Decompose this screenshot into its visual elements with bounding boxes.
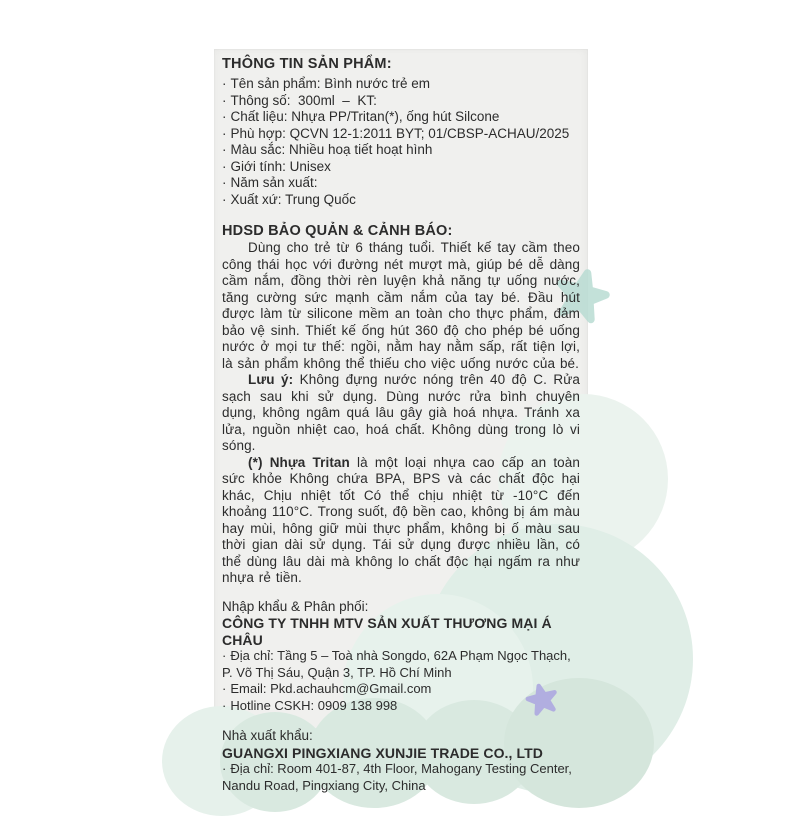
product-label-panel — [214, 49, 588, 793]
spec-item-text: Năm sản xuất: — [230, 175, 318, 190]
exporter-company-name: GUANGXI PINGXIANG XUNJIE TRADE CO., LTD — [222, 744, 543, 761]
spec-item — [222, 76, 580, 93]
bullet-dot: · — [222, 109, 227, 124]
address-line-text: Địa chỉ: Tầng 5 – Toà nhà Songdo, 62A Phạm Ngọc Thạch, — [230, 648, 571, 663]
spec-item — [222, 93, 580, 110]
product-info-heading: THÔNG TIN SẢN PHẨM: — [222, 56, 392, 72]
bullet-dot: · — [222, 681, 227, 696]
bullet-dot: · — [222, 142, 227, 157]
distributor-section — [222, 599, 580, 715]
paragraph-text: Không đựng nước nóng trên 40 độ C. Rửa sạch sau khi sử dụng. Dùng nước rửa bình chuyên dụng, không ngâm quá lâu gây già hoá nhựa. Tránh xa lửa, nguồn nhiệt cao, hoá chất. Không dùng trong lò vi sóng. — [222, 372, 581, 453]
exporter-heading: Nhà xuất khẩu: — [222, 728, 313, 743]
usage-paragraph — [222, 240, 580, 372]
paragraph-lead: (*) Nhựa Tritan — [248, 454, 350, 470]
address-line — [222, 665, 580, 682]
address-line — [222, 648, 580, 665]
address-line-text: P. Võ Thị Sáu, Quận 3, TP. Hồ Chí Minh — [222, 664, 452, 680]
address-line-text: Nandu Road, Pingxiang City, China — [222, 777, 426, 793]
paragraph-text: là một loại nhựa cao cấp an toàn sức khỏe Không chứa BPA, BPS và các chất độc hại khác, Chịu nhiệt tốt Có thể chịu nhiệt từ -10°C đến khoảng 110°C. Trong suốt, độ bền cao, không bị ám màu hay mùi, hông giữ mùi thực phẩm, không bị ố màu sau thời gian dài sử dụng. Tái sử dụng được nhiều lần, có thể dùng lâu dài mà không lo chất độc hại ngấm ra như nhựa rẻ tiền. — [222, 454, 580, 585]
usage-warning-heading: HDSD BẢO QUẢN & CẢNH BÁO: — [222, 223, 453, 239]
bullet-dot: · — [222, 76, 227, 91]
label-content — [214, 49, 588, 794]
usage-paragraph — [222, 372, 580, 455]
exporter-section — [222, 728, 580, 794]
paragraph-text: Dùng cho trẻ từ 6 tháng tuổi. Thiết kế tay cầm theo công thái học với đường nét mượt mà, giúp bé dễ dàng cầm nắm, đồng thời rèn luyện khả năng tự uống nước, tăng cường sức mạnh cầm nắm của tay bé. Đầu hút được làm từ silicone mềm an toàn cho thực phẩm, đảm bảo vệ sinh. Thiết kế ống hút 360 độ cho phép bé uống nước ở mọi tư thế: ngồi, nằm hay nằm sấp, rất tiện lợi, là sản phẩm không thể thiếu cho việc uống nước của bé. — [222, 240, 580, 371]
bullet-dot: · — [222, 92, 227, 108]
spec-item-text: Màu sắc: Nhiều hoạ tiết hoạt hình — [230, 142, 433, 157]
spec-item-text: Chất liệu: Nhựa PP/Tritan(*), ống hút Silcone — [230, 109, 500, 124]
spec-item-text: Giới tính: Unisex — [230, 158, 331, 174]
bullet-dot: · — [222, 191, 227, 207]
bullet-dot: · — [222, 158, 227, 174]
spec-item — [222, 159, 580, 176]
spec-item-text: Phù hợp: QCVN 12-1:2011 BYT; 01/CBSP-ACHAU/2025 — [230, 125, 570, 141]
distributor-heading: Nhập khẩu & Phân phối: — [222, 598, 369, 614]
paragraph-lead: Lưu ý: — [248, 372, 294, 387]
spec-item — [222, 126, 580, 143]
spec-item-text: Tên sản phẩm: Bình nước trẻ em — [230, 76, 430, 91]
address-line — [222, 761, 580, 778]
address-line — [222, 778, 580, 795]
spec-item-text: Thông số: 300ml – KT: — [230, 92, 377, 108]
bullet-dot: · — [222, 697, 227, 713]
bullet-dot: · — [222, 175, 227, 190]
spec-item — [222, 192, 580, 209]
usage-paragraph — [222, 455, 580, 587]
hotline-line — [222, 698, 580, 715]
spec-item-text: Xuất xứ: Trung Quốc — [230, 191, 356, 207]
distributor-company-name: CÔNG TY TNHH MTV SẢN XUẤT THƯƠNG MẠI Á CHÂU — [222, 615, 552, 648]
bullet-dot: · — [222, 648, 227, 663]
usage-warning-section — [222, 223, 580, 587]
bullet-dot: · — [222, 761, 227, 776]
address-line-text: Địa chỉ: Room 401-87, 4th Floor, Mahogany Testing Center, — [230, 761, 572, 776]
hotline-line-text: Hotline CSKH: 0909 138 998 — [230, 697, 398, 713]
spec-item — [222, 142, 580, 159]
bullet-dot: · — [222, 125, 227, 141]
email-line-text: Email: Pkd.achauhcm@Gmail.com — [230, 681, 432, 696]
product-info-section — [222, 56, 580, 208]
spec-item — [222, 109, 580, 126]
email-line — [222, 681, 580, 698]
spec-item — [222, 175, 580, 192]
